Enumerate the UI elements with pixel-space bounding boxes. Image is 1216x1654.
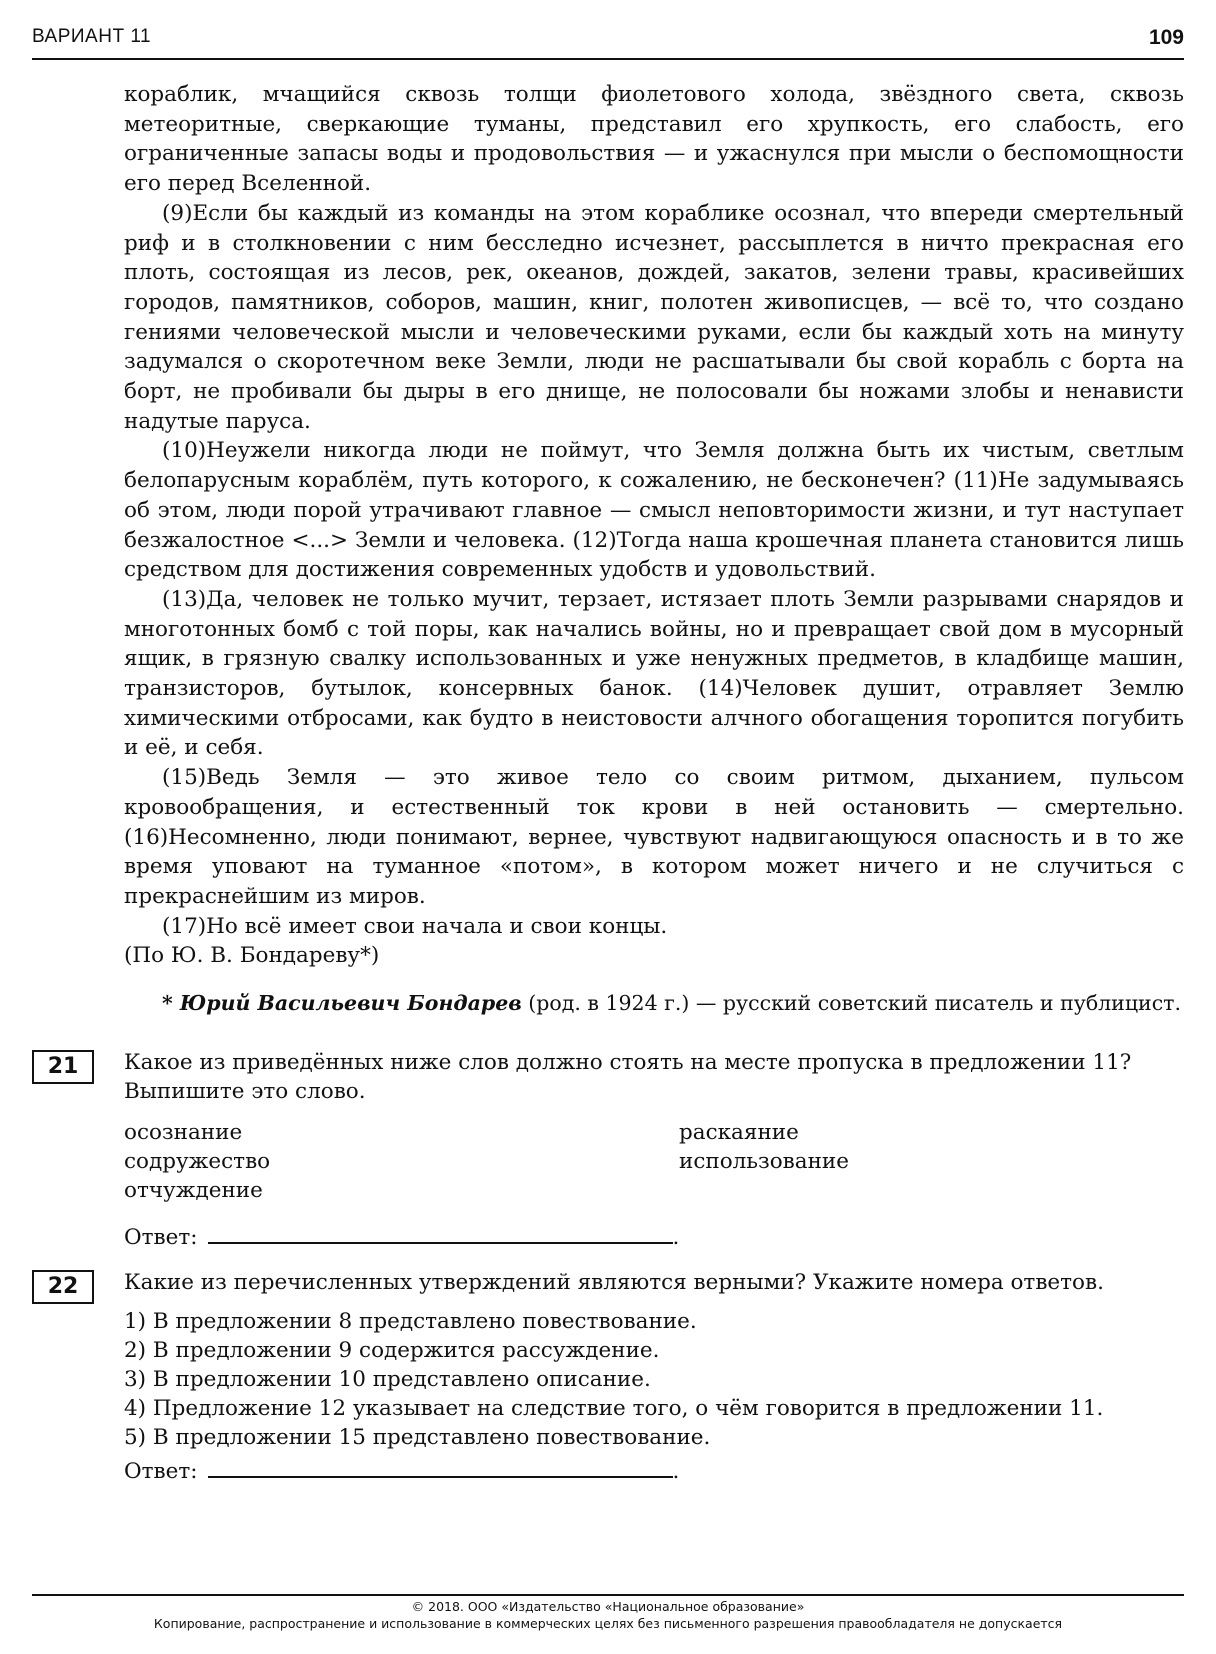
passage-paragraph-4: (13)Да, человек не только мучит, терзает, истязает плоть Земли разрывами снарядов и многотонных бомб с той поры, как начались войны, но и превращает свой дом в мусорный ящик, в грязную свалку использованных и уже ненужных предметов, в кладбище машин, транзисторов, бутылок, консервных банок. (14)Человек душит, отравляет Землю химическими отбросами, как будто в неистовости алчного обогащения торопится погубить и её, и себя. [124, 586, 1184, 761]
footer-divider [32, 1594, 1184, 1596]
footnote-author: * Юрий Васильевич Бондарев [162, 991, 522, 1016]
answer-row [124, 1456, 1184, 1486]
word-option: осознание [124, 1120, 243, 1145]
answer-label: Ответ: [124, 1225, 198, 1250]
statement-list [124, 1307, 1184, 1452]
answer-row [124, 1222, 1184, 1252]
passage-paragraph-5: (15)Ведь Земля — это живое тело со своим ритмом, дыханием, пульсом кровообращения, и естественный ток крови в ней остановить — смертельно. (16)Несомненно, люди понимают, вернее, чувствуют надвигающуюся опасность и в то же время уповают на туманное «потом», в котором может ничего и не случиться с прекраснейшим из миров. [124, 765, 1184, 909]
answer-label: Ответ: [124, 1459, 198, 1484]
statement-item: 2) В предложении 9 содержится рассуждение. [124, 1338, 660, 1363]
word-column-left [124, 1118, 270, 1205]
passage-paragraph-1: кораблик, мчащийся сквозь толщи фиолетового холода, звёздного света, сквозь метеоритные, сверкающие туманы, представил его хрупкость, его слабость, его ограниченные запасы воды и продовольствия — и ужаснулся при мысли о беспомощности его перед Вселенной. [124, 82, 1184, 197]
passage-paragraph-6: (17)Но всё имеет свои начала и свои концы. [162, 913, 668, 939]
variant-title: ВАРИАНТ 11 [32, 26, 152, 47]
word-option: содружество [124, 1149, 271, 1174]
copyright-line: © 2018. ООО «Издательство «Национальное образование» [411, 1599, 805, 1614]
task-number-box: 22 [32, 1270, 94, 1304]
word-column-right [679, 1118, 849, 1176]
answer-period: . [672, 1459, 680, 1484]
word-option: использование [679, 1149, 849, 1174]
word-option: отчуждение [124, 1178, 263, 1203]
task-21-question: Какое из приведённых ниже слов должно стоять на месте пропуска в предложении 11? Выпишите это слово. [124, 1050, 1132, 1104]
footnote-text: (род. в 1924 г.) — русский советский писатель и публицист. [521, 991, 1182, 1016]
statement-item: 5) В предложении 15 представлено повествование. [124, 1425, 711, 1450]
task-number-box: 21 [32, 1050, 94, 1084]
page-footer [32, 1598, 1184, 1632]
statement-item: 4) Предложение 12 указывает на следствие того, о чём говорится в предложении 11. [124, 1396, 1104, 1421]
statement-item: 1) В предложении 8 представлено повествование. [124, 1309, 697, 1334]
author-footnote [124, 989, 1184, 1019]
word-option: раскаяние [679, 1120, 799, 1145]
page-number: 109 [1148, 26, 1184, 49]
answer-input-line[interactable] [208, 1222, 673, 1244]
passage-paragraph-3: (10)Неужели никогда люди не поймут, что Земля должна быть их чистым, светлым белопарусным кораблём, путь которого, к сожалению, не бесконечен? (11)Не задумываясь об этом, люди порой утрачивают главное — смысл неповторимости жизни, и тут наступает безжалостное <...> Земли и человека. (12)Тогда наша крошечная планета становится лишь средством для достижения современных удобств и удовольствий. [124, 438, 1184, 583]
task-21-body [124, 1048, 1184, 1252]
answer-input-line[interactable] [208, 1456, 673, 1478]
answer-period: . [672, 1225, 680, 1250]
copyright-notice: Копирование, распространение и использование в коммерческих целях без письменного разрешения правообладателя не допускается [153, 1616, 1063, 1631]
task-22-question: Какие из перечисленных утверждений являются верными? Укажите номера ответов. [124, 1270, 1104, 1295]
task-22-body [124, 1268, 1184, 1486]
passage-attribution: (По Ю. В. Бондареву*) [124, 943, 380, 969]
word-options [124, 1118, 1184, 1210]
passage-paragraph-2: (9)Если бы каждый из команды на этом кораблике осознал, что впереди смертельный риф и в столкновении с ним бесследно исчезнет, рассыплется в ничто прекрасная его плоть, состоящая из лесов, рек, океанов, дождей, закатов, зелени травы, красивейших городов, памятников, соборов, машин, книг, полотен живописцев, — всё то, что создано гениями человеческой мысли и человеческими руками, если бы каждый хоть на минуту задумался о скоротечном веке Земли, люди не расшатывали бы свой корабль с борта на борт, не пробивали бы дыры в его днище, не полосовали бы ножами злобы и ненависти надутые паруса. [124, 200, 1184, 434]
statement-item: 3) В предложении 10 представлено описание. [124, 1367, 651, 1392]
page-header [32, 22, 1184, 60]
passage [124, 80, 1184, 1019]
